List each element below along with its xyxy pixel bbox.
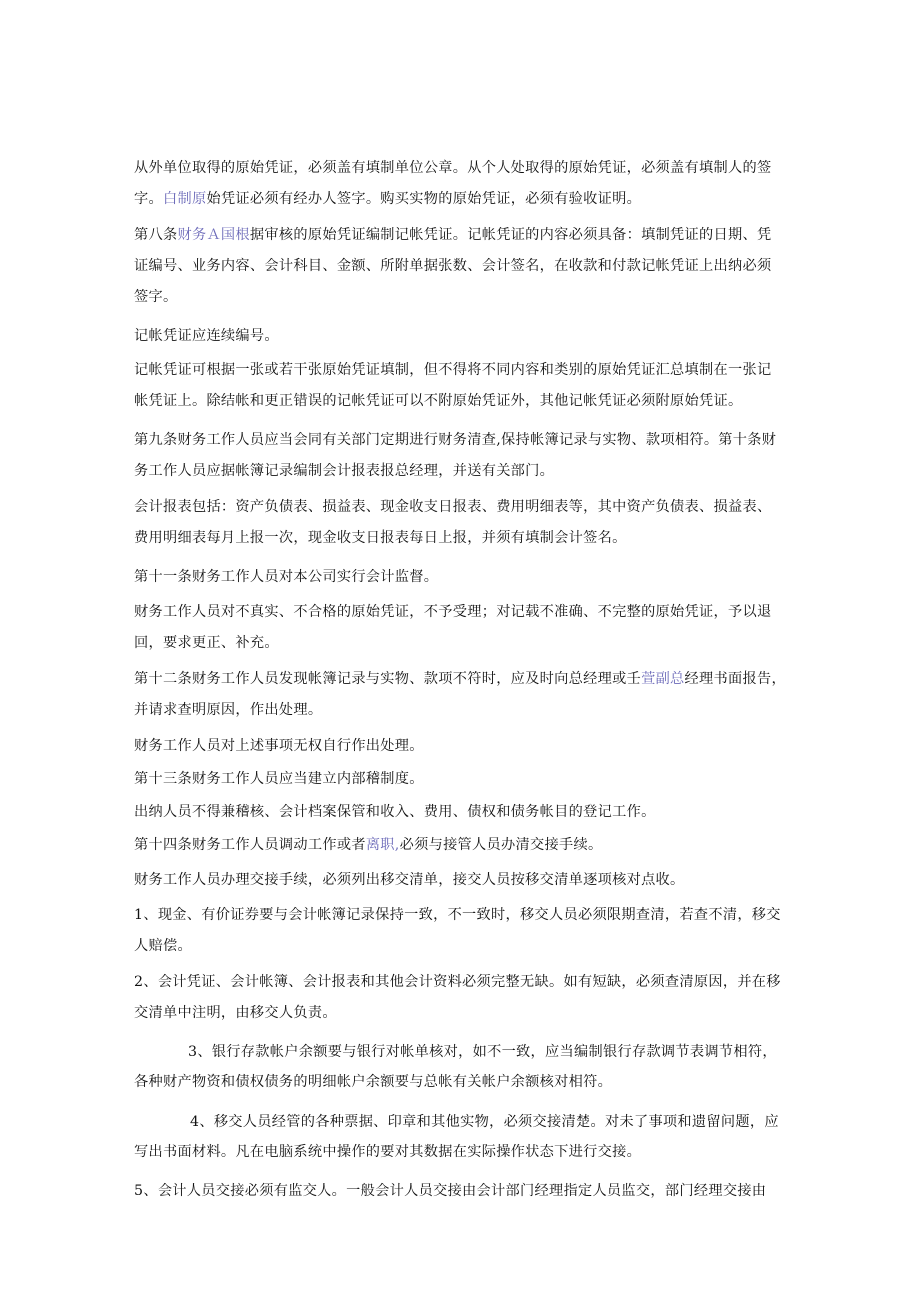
text-line: 帐凭证上。除结帐和更正错误的记帐凭证可以不附原始凭证外，其他记帐凭证必须附原始凭证。 (134, 393, 743, 409)
text-line: 从外单位取得的原始凭证，必须盖有填制单位公章。从个人处取得的原始凭证，必须盖有填制人的签 (134, 160, 772, 176)
paragraph-original-voucher-seal (134, 153, 794, 215)
text-line: 会计报表包括：资产负债表、损益表、现金收支日报表、费用明细表等，其中资产负债表、损益表、 (134, 499, 772, 515)
text-segment: 经理书面报告， (684, 671, 786, 687)
text-line: 各种财产物资和债权债务的明细帐户余额要与总帐有关帐户余额核对相符。 (134, 1074, 613, 1090)
hyperlink[interactable]: 萱副总 (641, 671, 685, 687)
paragraph-article-11 (134, 562, 794, 593)
paragraph-article-13 (134, 764, 794, 795)
paragraph-handover-list (134, 865, 794, 896)
paragraph-article-8 (134, 220, 794, 313)
hyperlink[interactable]: 财务Ａ国根 (177, 227, 250, 243)
paragraph-invalid-vouchers (134, 597, 794, 659)
paragraph-item-1 (134, 900, 794, 962)
paragraph-article-9-10 (134, 425, 794, 487)
paragraph-article-14 (134, 830, 794, 861)
paragraph-sequential-numbering (134, 321, 794, 352)
text-line: 回，要求更正、补充。 (134, 635, 279, 651)
text-line: 交清单中注明，由移交人负责。 (134, 1005, 337, 1021)
text-line: 证编号、业务内容、会计科目、金额、所附单据张数、会计签名，在收款和付款记帐凭证上出纳必须 (134, 258, 772, 274)
paragraph-item-5 (134, 1176, 794, 1207)
paragraph-article-12 (134, 664, 794, 726)
text-line (134, 184, 794, 215)
text-segment: 第十四条财务工作人员调动工作或者 (134, 837, 366, 853)
text-segment: 第八条 (134, 227, 178, 243)
paragraph-item-3 (134, 1037, 848, 1097)
text-line: 第十一条财务工作人员对本公司实行会计监督。 (134, 569, 439, 585)
text-line: 财务工作人员对不真实、不合格的原始凭证，不予受理；对记载不准确、不完整的原始凭证，予以退 (134, 604, 772, 620)
text-segment: 第十二条财务工作人员发现帐簿记录与实物、款项不符时，应及时向总经理或壬 (134, 671, 642, 687)
text-line: 费用明细表每月上报一次，现金收支日报表每日上报，并须有填制会计签名。 (134, 530, 627, 546)
paragraph-accounting-reports (134, 492, 794, 554)
paragraph-voucher-filling (134, 355, 794, 417)
text-segment: 始凭证必须有经办人签字。购买实物的原始凭证，必须有验收证明。 (206, 191, 642, 207)
text-line: 财务工作人员办理交接手续，必须列出移交清单，接交人员按移交清单逐项核对点收。 (134, 872, 685, 888)
text-line: 务工作人员应据帐簿记录编制会计报表报总经理，并送有关部门。 (134, 463, 555, 479)
text-line: 签字。 (134, 289, 178, 305)
paragraph-item-4 (134, 1107, 850, 1167)
text-line: 记帐凭证可根据一张或若干张原始凭证填制，但不得将不同内容和类别的原始凭证汇总填制在一张记 (134, 362, 772, 378)
paragraph-item-2 (134, 967, 794, 1029)
text-line: 财务工作人员对上述事项无权自行作出处理。 (134, 738, 424, 754)
paragraph-cashier-restrictions (134, 797, 794, 828)
text-line (134, 664, 794, 695)
paragraph-no-self-handling (134, 731, 794, 762)
text-line: 2、会计凭证、会计帐簿、会计报表和其他会计资料必须完整无缺。如有短缺，必须查清原因，并在移 (134, 974, 781, 990)
text-segment: 据审核的原始凭证编制记帐凭证。记帐凭证的内容必须具备：填制凭证的日期、凭 (249, 227, 772, 243)
text-line: 写出书面材料。凡在电脑系统中操作的要对其数据在实际操作状态下进行交接。 (134, 1144, 642, 1160)
text-segment: 必须与接管人员办清交接手续。 (399, 837, 603, 853)
text-line (134, 220, 794, 251)
text-line: 4、移交人员经管的各种票据、印章和其他实物，必须交接清楚。对未了事项和遗留问题，应 (190, 1114, 779, 1130)
text-line: 5、会计人员交接必须有监交人。一般会计人员交接由会计部门经理指定人员监交，部门经理交接由 (134, 1183, 767, 1199)
text-line: 人赔偿。 (134, 938, 192, 954)
text-line: 并请求查明原因，作出处理。 (134, 702, 323, 718)
text-line: 第九条财务工作人员应当会同有关部门定期进行财务清查,保持帐簿记录与实物、款项相符。第十条财 (134, 432, 777, 448)
text-segment: 字。 (134, 191, 163, 207)
text-line: 出纳人员不得兼稽核、会计档案保管和收入、费用、债权和债务帐目的登记工作。 (134, 804, 656, 820)
text-line: 1、现金、有价证券要与会计帐簿记录保持一致，不一致时，移交人员必须限期查清，若查不清，移交 (134, 907, 781, 923)
text-line: 记帐凭证应连续编号。 (134, 328, 279, 344)
text-line (134, 830, 794, 861)
text-line: 3、银行存款帐户余额要与银行对帐单核对，如不一致，应当编制银行存款调节表调节相符， (188, 1044, 777, 1060)
hyperlink[interactable]: 离职, (365, 837, 400, 853)
hyperlink[interactable]: 白制原 (162, 191, 207, 207)
text-line: 第十三条财务工作人员应当建立内部稽制度。 (134, 771, 424, 787)
